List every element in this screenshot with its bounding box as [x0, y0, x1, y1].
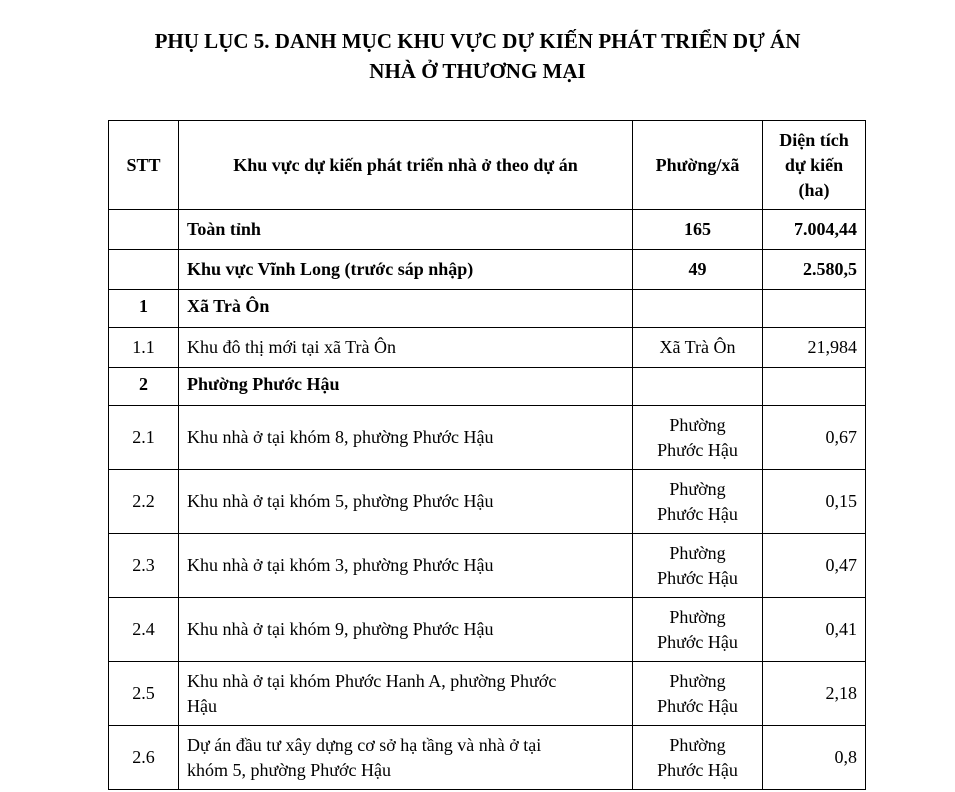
cell-ward: [633, 534, 763, 598]
cell-ward-line-2: Phước Hậu: [657, 631, 738, 652]
cell-area: [179, 726, 633, 790]
cell-area: Khu nhà ở tại khóm 3, phường Phước Hậu: [179, 534, 633, 598]
cell-ward: [633, 726, 763, 790]
cell-ward-line-2: Phước Hậu: [657, 439, 738, 460]
header-area: Khu vực dự kiến phát triển nhà ở theo dự án: [179, 121, 633, 210]
cell-ward: [633, 662, 763, 726]
table-row: [109, 598, 866, 662]
cell-area-line-2: Hậu: [187, 695, 217, 716]
cell-stt: [109, 250, 179, 290]
cell-stt: [109, 210, 179, 250]
table-row-total: [109, 210, 866, 250]
cell-ward-line-1: Phường: [669, 478, 726, 499]
cell-area-line-1: Khu nhà ở tại khóm Phước Hanh A, phường Phước: [187, 670, 557, 691]
cell-area: Khu nhà ở tại khóm 5, phường Phước Hậu: [179, 470, 633, 534]
cell-area: Khu nhà ở tại khóm 9, phường Phước Hậu: [179, 598, 633, 662]
table-row: [109, 534, 866, 598]
cell-ward: [633, 290, 763, 328]
header-size: [763, 121, 866, 210]
cell-size: 21,984: [763, 328, 866, 368]
cell-area: Khu đô thị mới tại xã Trà Ôn: [179, 328, 633, 368]
header-size-line-2: dự kiến: [784, 154, 844, 175]
cell-stt: 1.1: [109, 328, 179, 368]
table-row: [109, 662, 866, 726]
cell-area-line-2: khóm 5, phường Phước Hậu: [187, 759, 392, 780]
cell-ward: [633, 368, 763, 406]
header-size-line-1: Diện tích: [779, 129, 849, 150]
cell-stt: 2.2: [109, 470, 179, 534]
cell-ward-line-2: Phước Hậu: [657, 695, 738, 716]
cell-stt: 1: [109, 290, 179, 328]
cell-stt: 2: [109, 368, 179, 406]
cell-size: 0,8: [763, 726, 866, 790]
cell-ward: [633, 406, 763, 470]
cell-stt: 2.4: [109, 598, 179, 662]
housing-area-table: [108, 120, 866, 790]
cell-size: 0,41: [763, 598, 866, 662]
cell-size: 0,47: [763, 534, 866, 598]
table-row: [109, 470, 866, 534]
header-stt: STT: [109, 121, 179, 210]
cell-ward-line-2: Phước Hậu: [657, 759, 738, 780]
cell-area: Toàn tỉnh: [179, 210, 633, 250]
cell-size: 0,67: [763, 406, 866, 470]
cell-ward: [633, 470, 763, 534]
cell-stt: 2.5: [109, 662, 179, 726]
document-title: [0, 26, 955, 86]
cell-ward-line-1: Phường: [669, 734, 726, 755]
cell-size: 2,18: [763, 662, 866, 726]
cell-area: [179, 662, 633, 726]
cell-stt: 2.3: [109, 534, 179, 598]
table-row-region: [109, 250, 866, 290]
cell-size: 0,15: [763, 470, 866, 534]
cell-size: [763, 368, 866, 406]
cell-ward: 49: [633, 250, 763, 290]
cell-ward: Xã Trà Ôn: [633, 328, 763, 368]
cell-area: Xã Trà Ôn: [179, 290, 633, 328]
table-row-section: [109, 290, 866, 328]
cell-ward-line-1: Phường: [669, 542, 726, 563]
title-line-1: PHỤ LỤC 5. DANH MỤC KHU VỰC DỰ KIẾN PHÁT TRIỂN DỰ ÁN: [154, 29, 801, 53]
cell-ward-line-1: Phường: [669, 606, 726, 627]
table-row: [109, 406, 866, 470]
cell-ward: [633, 598, 763, 662]
table-header-row: [109, 121, 866, 210]
table-row: [109, 328, 866, 368]
cell-size: 2.580,5: [763, 250, 866, 290]
cell-ward-line-2: Phước Hậu: [657, 567, 738, 588]
cell-stt: 2.6: [109, 726, 179, 790]
title-line-2: NHÀ Ở THƯƠNG MẠI: [369, 59, 586, 83]
cell-ward-line-2: Phước Hậu: [657, 503, 738, 524]
cell-area: Phường Phước Hậu: [179, 368, 633, 406]
cell-size: [763, 290, 866, 328]
cell-size: 7.004,44: [763, 210, 866, 250]
table-row: [109, 726, 866, 790]
header-ward: Phường/xã: [633, 121, 763, 210]
cell-area-line-1: Dự án đầu tư xây dựng cơ sở hạ tầng và nhà ở tại: [187, 734, 542, 755]
header-size-line-3: (ha): [798, 179, 830, 200]
cell-ward-line-1: Phường: [669, 414, 726, 435]
cell-ward-line-1: Phường: [669, 670, 726, 691]
cell-area: Khu vực Vĩnh Long (trước sáp nhập): [179, 250, 633, 290]
cell-ward: 165: [633, 210, 763, 250]
cell-area: Khu nhà ở tại khóm 8, phường Phước Hậu: [179, 406, 633, 470]
table-row-section: [109, 368, 866, 406]
cell-stt: 2.1: [109, 406, 179, 470]
